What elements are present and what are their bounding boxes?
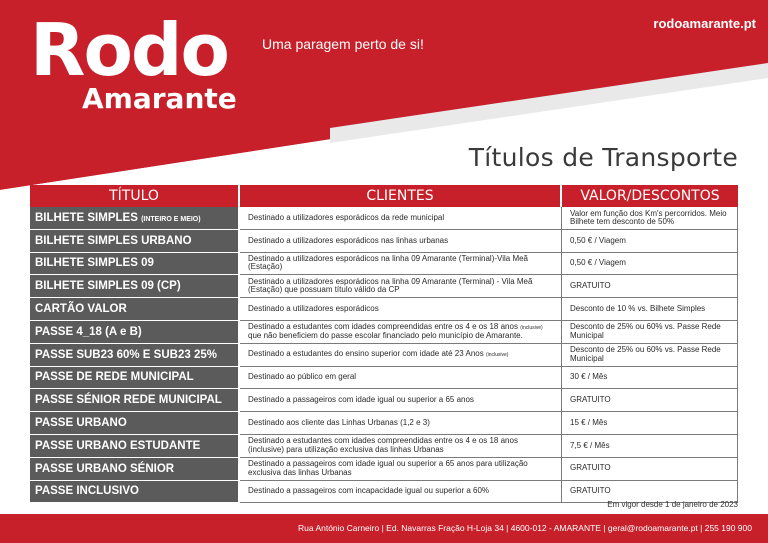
ticket-clients-text: Destinado a utilizadores esporádicos na linha 09 Amarante (Terminal) - Vila Meã (Estação) que possuam título válido da CP xyxy=(248,276,533,295)
ticket-title xyxy=(30,458,240,481)
ticket-value: 15 € / Mês xyxy=(562,412,738,435)
ticket-value: GRATUITO xyxy=(562,481,738,504)
page-title: Títulos de Transporte xyxy=(468,143,738,172)
ticket-value: Valor em função dos Km's percorridos. Meio Bilhete tem desconto de 50% xyxy=(562,207,738,230)
ticket-clients xyxy=(240,435,562,458)
logo-main-text: Rodo xyxy=(30,8,228,92)
ticket-clients-more: que não beneficiem do passe escolar financiado pelo município de Amarante. xyxy=(248,330,523,340)
ticket-clients xyxy=(240,275,562,298)
ticket-clients-text: Destinado a utilizadores esporádicos na linha 09 Amarante (Terminal)-Vila Meã (Estação) xyxy=(248,254,528,272)
ticket-title-text: PASSE URBANO SÉNIOR xyxy=(35,462,175,475)
website-link[interactable]: rodoamarante.pt xyxy=(653,16,756,31)
ticket-title xyxy=(30,230,240,253)
ticket-title-text: PASSE URBANO xyxy=(35,417,127,430)
ticket-clients-text: Destinado aos cliente das Linhas Urbanas (1,2 e 3) xyxy=(248,417,430,427)
tagline: Uma paragem perto de si! xyxy=(262,36,424,52)
ticket-value: 30 € / Mês xyxy=(562,367,738,390)
ticket-title-text: BILHETE SIMPLES xyxy=(35,211,138,224)
ticket-title xyxy=(30,412,240,435)
ticket-title xyxy=(30,253,240,276)
ticket-title-text: BILHETE SIMPLES 09 (CP) xyxy=(35,280,181,293)
ticket-title-text: PASSE SUB23 60% E SUB23 25% xyxy=(35,348,217,361)
ticket-title-text: PASSE INCLUSIVO xyxy=(35,485,139,498)
ticket-clients xyxy=(240,389,562,412)
ticket-title-text: PASSE DE REDE MUNICIPAL xyxy=(35,371,194,384)
ticket-title xyxy=(30,298,240,321)
table-row xyxy=(30,230,738,253)
ticket-title xyxy=(30,344,240,367)
ticket-clients xyxy=(240,458,562,481)
header-valor: VALOR/DESCONTOS xyxy=(562,185,738,207)
ticket-title-text: PASSE URBANO ESTUDANTE xyxy=(35,439,201,452)
ticket-clients-text: Destinado a passageiros com idade igual ou superior a 65 anos para utilização exclusiva das linhas Urbanas xyxy=(248,459,528,477)
logo-sub-text: Amarante xyxy=(82,82,237,115)
ticket-title-text: BILHETE SIMPLES 09 xyxy=(35,257,154,270)
ticket-title-text: CARTÃO VALOR xyxy=(35,303,127,316)
table-header-row xyxy=(30,185,738,207)
ticket-clients-note: (inclusive) xyxy=(520,325,543,332)
ticket-title-text: PASSE 4_18 (A e B) xyxy=(35,325,142,338)
ticket-clients-text: Destinado a utilizadores esporádicos da rede municipal xyxy=(248,212,445,222)
table-row xyxy=(30,298,738,321)
table-row xyxy=(30,344,738,367)
ticket-clients-text: Destinado ao público em geral xyxy=(248,372,357,382)
ticket-title xyxy=(30,207,240,230)
validity-note: Em vigor desde 1 de janeiro de 2023 xyxy=(607,500,738,509)
ticket-title xyxy=(30,435,240,458)
footer-contact: Rua António Carneiro | Ed. Navarras Fração H-Loja 34 | 4600-012 - AMARANTE | geral@rodoamarante.pt | 255 190 900 xyxy=(297,523,752,533)
ticket-clients xyxy=(240,298,562,321)
ticket-title xyxy=(30,481,240,504)
ticket-clients-text: Destinado a passageiros com idade igual ou superior a 65 anos xyxy=(248,395,474,405)
ticket-clients xyxy=(240,412,562,435)
ticket-clients xyxy=(240,230,562,253)
ticket-value: Desconto de 25% ou 60% vs. Passe Rede Municipal xyxy=(562,321,738,344)
ticket-clients-text: Destinado a utilizadores esporádicos nas linhas urbanas xyxy=(248,235,449,245)
table-row xyxy=(30,412,738,435)
ticket-clients-text: Destinado a estudantes com idades compreendidas entre os 4 e os 18 anos xyxy=(248,322,518,332)
ticket-value: 7,5 € / Mês xyxy=(562,435,738,458)
footer-bar xyxy=(0,514,768,543)
ticket-clients-text: Destinado a estudantes do ensino superior com idade até 23 Anos xyxy=(248,349,484,359)
ticket-title-text: PASSE SÉNIOR REDE MUNICIPAL xyxy=(35,394,222,407)
ticket-title xyxy=(30,367,240,390)
ticket-clients-text: Destinado a utilizadores esporádicos xyxy=(248,303,379,313)
table-row xyxy=(30,321,738,344)
ticket-value: GRATUITO xyxy=(562,458,738,481)
ticket-value: Desconto de 25% ou 60% vs. Passe Rede Municipal xyxy=(562,344,738,367)
fares-table xyxy=(30,185,738,503)
ticket-clients xyxy=(240,253,562,276)
ticket-value: 0,50 € / Viagem xyxy=(562,253,738,276)
ticket-title-note: (INTEIRO E MEIO) xyxy=(141,215,201,223)
ticket-value: GRATUITO xyxy=(562,275,738,298)
table-row xyxy=(30,458,738,481)
table-row xyxy=(30,207,738,230)
ticket-title xyxy=(30,389,240,412)
ticket-value: 0,50 € / Viagem xyxy=(562,230,738,253)
ticket-clients xyxy=(240,321,562,344)
ticket-clients-text: Destinado a estudantes com idades compreendidas entre os 4 e os 18 anos (inclusive) para utilização exclusiva das linhas Urbanas xyxy=(248,436,518,454)
ticket-clients xyxy=(240,367,562,390)
header-clientes: CLIENTES xyxy=(240,185,562,207)
ticket-value: Desconto de 10 % vs. Bilhete Simples xyxy=(562,298,738,321)
table-row xyxy=(30,253,738,276)
ticket-clients xyxy=(240,207,562,230)
table-row xyxy=(30,367,738,390)
ticket-title-text: BILHETE SIMPLES URBANO xyxy=(35,234,192,247)
ticket-clients xyxy=(240,344,562,367)
table-row xyxy=(30,435,738,458)
header-titulo: TÍTULO xyxy=(30,185,240,207)
ticket-clients-note: (inclusive) xyxy=(485,352,509,359)
table-row xyxy=(30,389,738,412)
table-row xyxy=(30,275,738,298)
ticket-title xyxy=(30,275,240,298)
ticket-title xyxy=(30,321,240,344)
ticket-value: GRATUITO xyxy=(562,389,738,412)
ticket-clients xyxy=(240,481,562,504)
ticket-clients-text: Destinado a passageiros com incapacidade igual ou superior a 60% xyxy=(248,486,490,496)
